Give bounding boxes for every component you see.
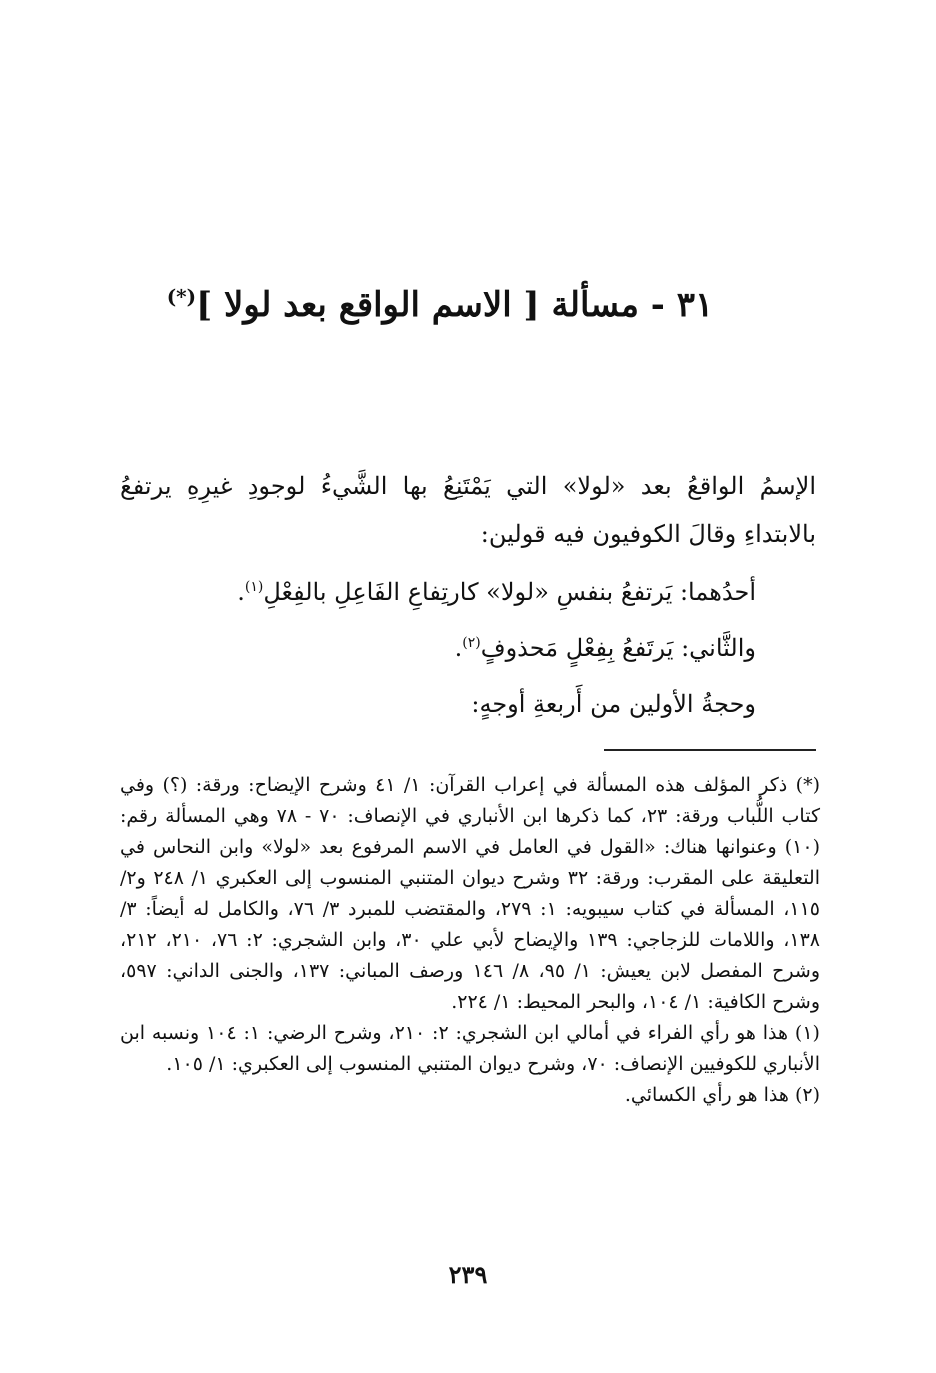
section-title	[160, 283, 720, 327]
footnote-2-label: (٢)	[794, 1084, 820, 1106]
footnote-1-label: (١)	[794, 1022, 820, 1044]
section-dash: -	[638, 285, 665, 325]
section-number: ٣١	[676, 285, 714, 325]
first-opinion-period: .	[237, 578, 245, 606]
second-opinion-text: والثَّاني: يَرتَفعُ بِفِعْلٍ مَحذوفٍ	[480, 634, 756, 662]
section-heading: مسألة [ الاسم الواقع بعد لولا ]	[196, 285, 639, 325]
footnote-1	[120, 1018, 820, 1080]
page-number: ٢٣٩	[448, 1260, 488, 1289]
first-opinion	[136, 568, 756, 616]
footnote-star	[120, 770, 820, 1018]
first-opinion-text: أحدُهما: يَرتفعُ بنفسِ «لولا» كارتِفاعِ الفَاعِلِ بالفِعْلِ	[263, 578, 756, 606]
footnote-ref-2: (٢)	[462, 635, 481, 651]
footnote-star-label: (*)	[795, 774, 820, 796]
footnote-2-text: هذا هو رأي الكسائي.	[624, 1084, 789, 1106]
footnotes	[120, 770, 820, 1111]
second-opinion	[136, 624, 756, 672]
footnote-2	[120, 1080, 820, 1111]
second-opinion-period: .	[454, 634, 463, 662]
evidence-line: وحجةُ الأولين من أَربعةِ أوجهٍ:	[471, 690, 756, 718]
footnote-ref-1: (١)	[244, 579, 264, 595]
footnote-1-text: هذا هو رأي الفراء في أمالي ابن الشجري: ٢: ٢١٠، وشرح الرضي: ١: ١٠٤ ونسبه ابن الأنباري للكوفيين الإنصاف: ٧٠، وشرح ديوان المتنبي المنسوب إلى العكبري: ١/ ١٠٥.	[120, 1022, 820, 1075]
opening-paragraph: الإسمُ الواقعُ بعد «لولا» التي يَمْتَنِعُ بها الشَّيءُ لوجودِ غيرِهِ يرتفعُ بالابتداءِ وقالَ الكوفيون فيه قولين:	[120, 472, 816, 548]
footnote-star-text: ذكر المؤلف هذه المسألة في إعراب القرآن: ١/ ٤١ وشرح الإيضاح: ورقة: (؟) وفي كتاب اللُّباب ورقة: ٢٣، كما ذكرها ابن الأنباري في الإنصاف: ٧٠ - ٧٨ وهي المسألة رقم: (١٠) وعنوانها هناك: «القول في العامل في الاسم المرفوع بعد «لولا» وابن النحاس في التعليقة على المقرب: ورقة: ٣٢ وشرح ديوان المتنبي المنسوب إلى العكبري ١/ ٢٤٨ و٢/ ١١٥، المسألة في كتاب سيبويه: ١: ٢٧٩، والمقتضب للمبرد ٣/ ٧٦، والكامل له أيضاً: ٣/ ١٣٨، واللامات للزجاجي: ١٣٩ والإيضاح لأبي علي ٣٠، وابن الشجري: ٢: ٧٦، ٢١٠، ٢١٢، وشرح المفصل لابن يعيش: ١/ ٩٥، ٨/ ١٤٦ ورصف المباني: ١٣٧، والجنى الداني: ٥٩٧، وشرح الكافية: ١/ ١٠٤، والبحر المحيط: ١/ ٢٢٤.	[120, 774, 821, 1013]
footnote-divider	[604, 749, 816, 751]
title-footnote-marker: (*)	[166, 284, 197, 309]
